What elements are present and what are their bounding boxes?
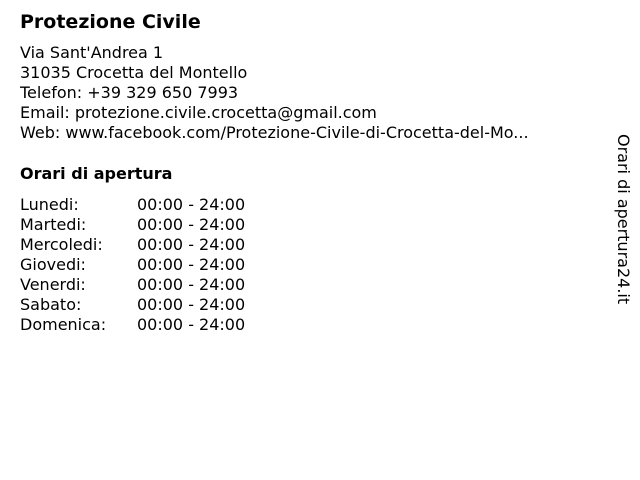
hours-row-mercoledi — [20, 235, 600, 255]
day-label: Domenica: — [20, 315, 107, 334]
hours-row-sabato — [20, 295, 600, 315]
day-label: Lunedi: — [20, 195, 79, 214]
hours-row-lunedi — [20, 195, 600, 215]
business-card — [20, 10, 600, 335]
day-label: Sabato: — [20, 295, 82, 314]
hours-row-giovedi — [20, 255, 600, 275]
email-line[interactable]: Email: protezione.civile.crocetta@gmail.com — [20, 103, 377, 122]
time-range: 00:00 - 24:00 — [137, 315, 246, 334]
time-range: 00:00 - 24:00 — [137, 295, 246, 314]
brand-label: Orari di apertura24.it — [614, 134, 633, 305]
time-range: 00:00 - 24:00 — [137, 215, 246, 234]
brand-watermark[interactable] — [613, 134, 633, 308]
time-range: 00:00 - 24:00 — [137, 235, 246, 254]
time-range: 00:00 - 24:00 — [137, 255, 246, 274]
time-range: 00:00 - 24:00 — [137, 275, 246, 294]
time-range: 00:00 - 24:00 — [137, 195, 246, 214]
hours-row-venerdi — [20, 275, 600, 295]
web-line[interactable]: Web: www.facebook.com/Protezione-Civile-di-Crocetta-del-Mo... — [20, 123, 529, 142]
business-title: Protezione Civile — [20, 11, 201, 33]
opening-hours-heading: Orari di apertura — [20, 164, 173, 183]
day-label: Mercoledi: — [20, 235, 103, 254]
hours-row-domenica — [20, 315, 600, 335]
day-label: Martedi: — [20, 215, 87, 234]
phone-line[interactable]: Telefon: +39 329 650 7993 — [20, 83, 239, 102]
day-label: Venerdi: — [20, 275, 86, 294]
address-street: Via Sant'Andrea 1 — [20, 43, 164, 62]
hours-row-martedi — [20, 215, 600, 235]
day-label: Giovedi: — [20, 255, 86, 274]
opening-hours-table — [20, 195, 600, 335]
address-city: 31035 Crocetta del Montello — [20, 63, 248, 82]
